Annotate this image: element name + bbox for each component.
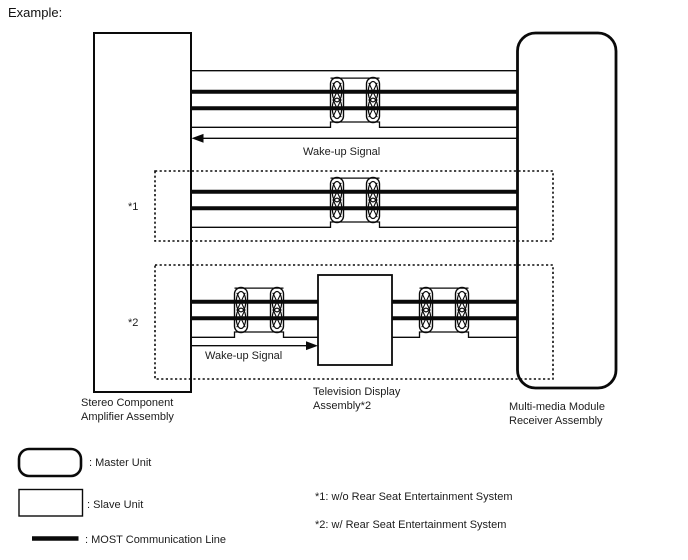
receiver-label-line2: Receiver Assembly [509, 414, 603, 427]
connector-pair-variant2-right [420, 288, 469, 333]
tv-label-line2: Assembly*2 [313, 399, 372, 412]
amplifier-box [94, 33, 191, 392]
legend-slave-symbol [19, 490, 83, 517]
most-run-top [191, 71, 518, 128]
receiver-label [509, 400, 605, 428]
note-with-rse: *2: w/ Rear Seat Entertainment System [315, 518, 507, 531]
most-run-variant1 [191, 192, 518, 228]
note-without-rse: *1: w/o Rear Seat Entertainment System [315, 490, 513, 503]
shield-line-variant1 [191, 222, 518, 227]
legend-most-line-label: : MOST Communication Line [85, 533, 227, 546]
shield-line-variant2-right [392, 332, 518, 337]
shield-line-top [191, 122, 518, 127]
tv-label [313, 385, 400, 413]
amplifier-label [81, 396, 174, 424]
shield-line-variant2-left [191, 332, 318, 337]
tv-box [318, 275, 392, 365]
amplifier-label-line1: Stereo Component [81, 397, 174, 409]
variant1-dashed-box [155, 171, 553, 241]
variant1-marker: *1 [128, 200, 139, 213]
receiver-label-line1: Multi-media Module [509, 400, 605, 413]
wakeup-arrow-top [192, 134, 518, 143]
arrowhead-left-icon [192, 134, 204, 143]
connector-pair-top [331, 78, 380, 123]
example-label: Example: [8, 5, 63, 20]
legend-master-label: : Master Unit [89, 457, 152, 469]
connector-pair-variant2-left [235, 288, 284, 333]
connector-pair-variant1 [331, 178, 380, 223]
receiver-box [518, 33, 617, 388]
wakeup-signal-label-top: Wake-up Signal [303, 145, 381, 158]
tv-label-line1: Television Display [313, 385, 401, 398]
wakeup-signal-label-bottom: Wake-up Signal [205, 349, 283, 362]
legend-master-symbol [19, 449, 81, 476]
legend-slave-label: : Slave Unit [87, 498, 144, 511]
amplifier-label-line2: Amplifier Assembly [81, 411, 174, 423]
arrowhead-right-icon [306, 341, 318, 350]
variant2-marker: *2 [128, 317, 139, 329]
